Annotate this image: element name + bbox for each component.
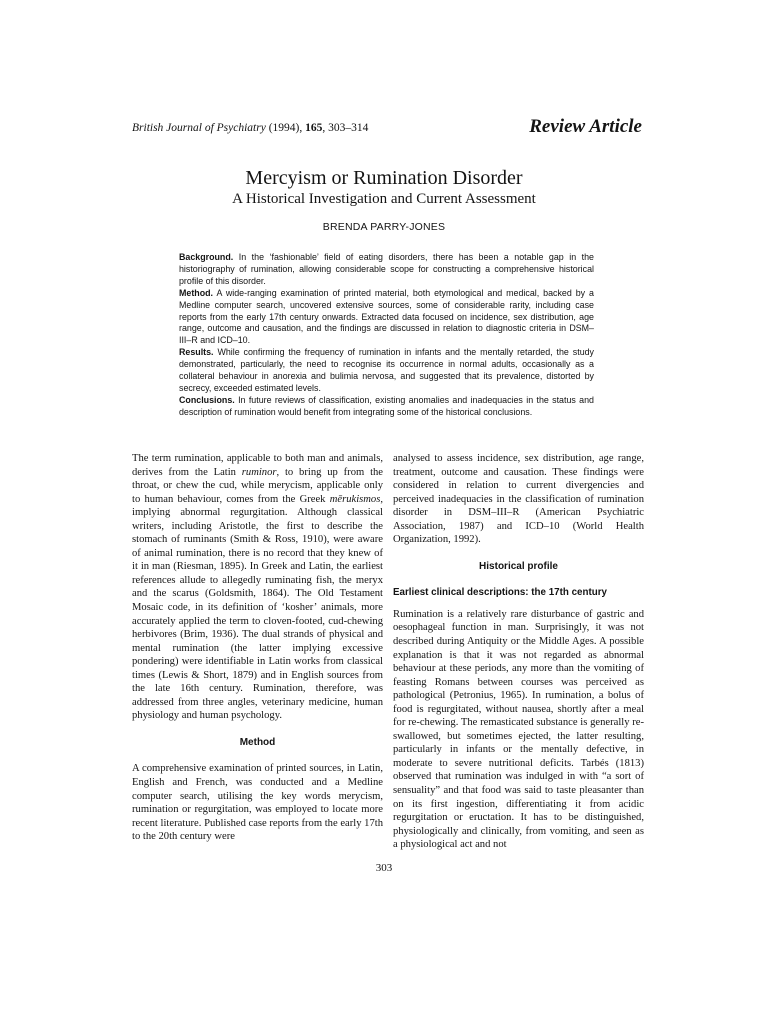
- continued-paragraph: analysed to assess incidence, sex distribution, age range, treatment, outcome and causation. These findings were considered in relation to current divergencies and perceived inadequacies in the classification of rumination disorder in DSM–III–R (American Psychiatric Association, 1987) and ICD–10 (World Health Organization, 1992).: [393, 453, 644, 546]
- journal-name: British Journal of Psychiatry: [132, 122, 266, 134]
- abstract-results-text: While confirming the frequency of rumination in infants and the mentally retarded, the study demonstrated, particularly, the need to recognise its occurrence in normal adults, occasionally as a collateral behaviour in anorexia and bulimia nervosa, and suggested that its prevalence, distorted by secrecy, exceeded estimated levels.: [179, 347, 594, 393]
- intro-text-2: , to bring up from the throat, or chew the cud, while merycism, applicable only to human behaviour, comes from the Greek: [132, 466, 384, 505]
- intro-text-1: The term rumination, applicable to both man and animals, derives from the Latin: [132, 453, 383, 478]
- intro-text-3: , implying abnormal regurgitation. Although classical writers, including Aristotle, the first to describe the stomach of ruminants (Smith & Ross, 1910), were aware of animal rumination, there is no record that they knew of it in man (Riesman, 1895). In Greek and Latin, the earliest references allude to allegedly ruminating fish, the meryx and the scarus (Goldsmith, 1864). The Old Testament Mosaic code, in its definition of ‘kosher’ animals, more accurately applied the term to cloven-footed, cud-chewing herbivores (Brim, 1936). The dual strands of physical and mental rumination (the latter implying excessive pondering) were identifiable in Latin works from classical times (Lewis & Short, 1879) and in English sources from the late 16th century. Rumination, therefore, was addressed from three angles, veterinary medicine, human physiology and human psychology.: [132, 493, 383, 722]
- intro-term-ruminor: ruminor: [241, 466, 277, 478]
- abstract-method-label: Method.: [179, 287, 214, 298]
- abstract-background-text: In the ‘fashionable’ field of eating disorders, there has been a notable gap in the historiography of rumination, allowing considerable scope for constructing a comprehensive historical profile of this disorder.: [179, 252, 594, 286]
- left-column: [132, 452, 383, 844]
- journal-year: (1994),: [265, 122, 306, 134]
- page-number: 303: [375, 862, 393, 874]
- journal-volume: 165: [305, 122, 323, 134]
- journal-pages: , 303–314: [322, 122, 369, 134]
- historical-profile-heading: Historical profile: [479, 560, 558, 572]
- earliest-descriptions-subheading: Earliest clinical descriptions: the 17th century: [393, 587, 607, 599]
- right-column: [393, 452, 644, 852]
- abstract-conclusions-label: Conclusions.: [179, 394, 235, 405]
- intro-term-merukismos: mērukismos: [329, 493, 381, 505]
- method-heading: Method: [239, 736, 276, 748]
- rumination-paragraph: Rumination is a relatively rare disturbance of gastric and oesophageal function in man. Surprisingly, it was not described during Antiquity or the Middle Ages. A possible explanation is that it was not regarded as abnormal behaviour at these periods, any more than the vomiting of feasting Romans between courses was perceived as pathological (Petronius, 1965). In rumination, a bolus of food is regurgitated, without nausea, shortly after a meal for re-chewing. The remasticated substance is generally re-swallowed, but sometimes ejected, the latter resulting, particularly in infants or the mentally defective, in moderate to severe nutritional deficits. Tarbés (1813) observed that rumination was indulged in with “a sort of sensuality” and that food was said to taste pleasanter than on its first ingestion, differentiating it from acidic regurgitation or eructation. It has to be distinguished, physiologically and clinically, from vomiting, and seen as a physiological act and not: [393, 608, 644, 851]
- abstract: [179, 252, 594, 419]
- abstract-conclusions-text: In future reviews of classification, existing anomalies and inadequacies in the status and description of rumination would benefit from integrating some of the historical conclusions.: [179, 394, 594, 417]
- abstract-results: [179, 347, 594, 395]
- article-type: Review Article: [529, 116, 642, 137]
- journal-citation: [132, 122, 368, 134]
- method-paragraph: A comprehensive examination of printed sources, in Latin, English and French, was conducted and a Medline computer search, utilising the key words merycism, rumination or regurgitation, was employed to locate more recent literature. Published case reports from the early 17th to the 20th century were: [132, 763, 383, 843]
- author-name: BRENDA PARRY-JONES: [322, 221, 446, 233]
- abstract-method-text: A wide-ranging examination of printed material, both etymological and medical, backed by a Medline computer search, uncovered extensive sources, some of considerable rarity, including case reports from the early 17th century onwards. Extracted data focused on incidence, sex distribution, age range, outcome and causation, and the findings are discussed in relation to diagnostic criteria in DSM–III–R and ICD–10.: [179, 287, 594, 346]
- abstract-conclusions: [179, 395, 594, 419]
- abstract-background-label: Background.: [179, 252, 234, 262]
- abstract-background: [179, 252, 594, 288]
- article-subtitle: A Historical Investigation and Current Assessment: [232, 191, 536, 207]
- abstract-method: [179, 288, 594, 348]
- abstract-results-label: Results.: [179, 347, 214, 358]
- article-title: Mercyism or Rumination Disorder: [245, 167, 523, 189]
- intro-paragraph: [132, 452, 383, 723]
